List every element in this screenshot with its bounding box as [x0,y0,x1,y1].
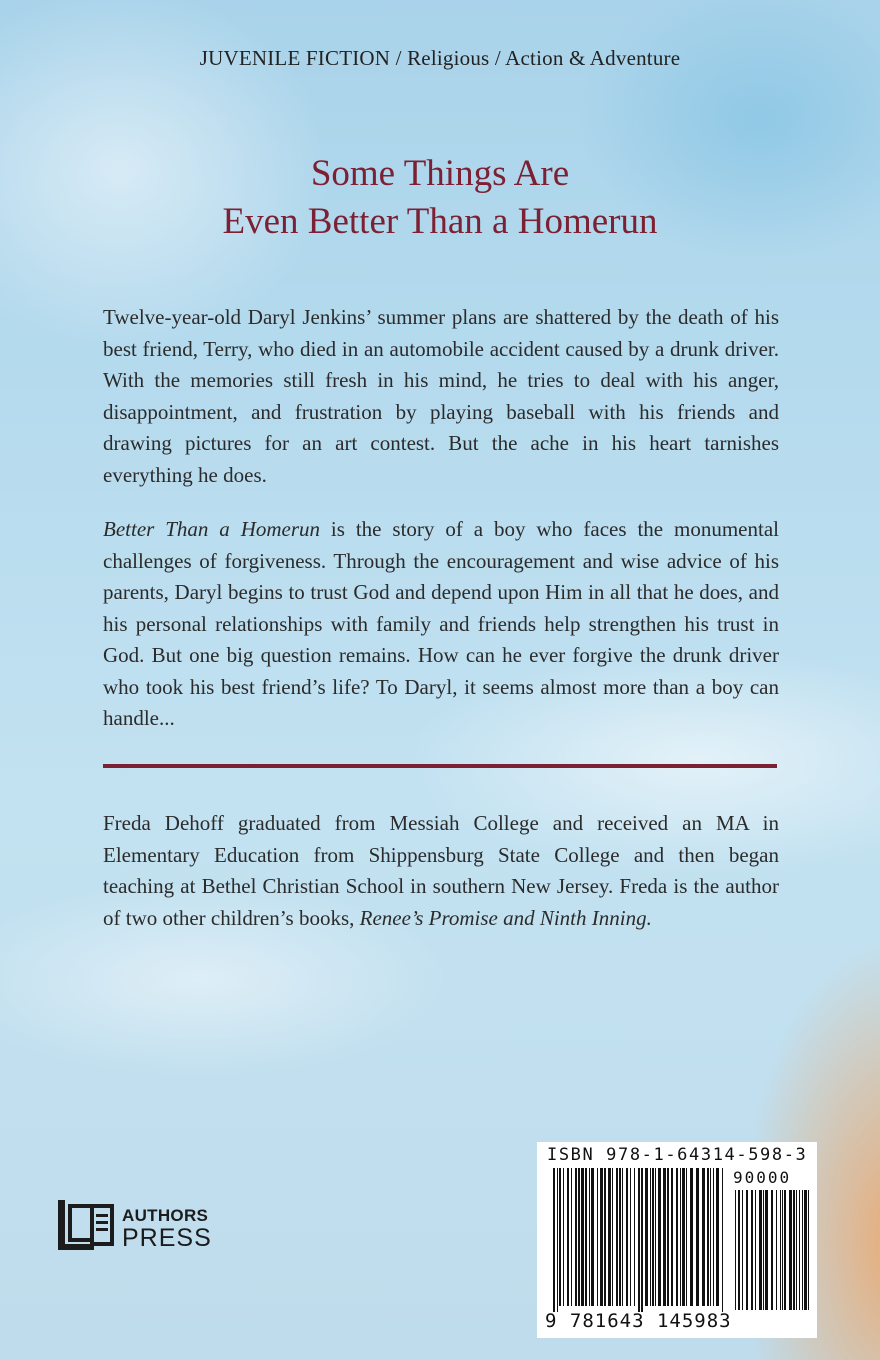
barcode-bars [537,1142,817,1338]
headline [0,150,880,246]
isbn-text: ISBN 978-1-64314-598-3 [547,1145,808,1165]
synopsis-paragraph-2-text: is the story of a boy who faces the monumental challenges of forgiveness. Through the encouragement and wise advice of his parents, Daryl begins to trust God and depend upon Him in all that he does, and his personal relationships with family and friends help strengthen his trust in God. But one big question remains. How can he ever forgive the drunk driver who took his best friend’s life? To Daryl, it seems almost more than a boy can handle... [103,517,779,730]
isbn-barcode [537,1142,817,1338]
divider-rule [103,764,777,768]
ean-digits: 9 781643 145983 [545,1310,732,1332]
author-bio [103,808,779,934]
headline-line-2: Even Better Than a Homerun [222,201,658,242]
publisher-name-top: AUTHORS [122,1206,209,1225]
headline-line-1: Some Things Are [310,153,570,194]
publisher-name-bottom: PRESS [122,1224,212,1252]
category-line: JUVENILE FICTION / Religious / Action & Adventure [199,46,681,70]
book-title-italic: Better Than a Homerun [103,517,321,541]
other-book-titles: Renee’s Promise and Ninth Inning. [359,905,652,930]
publisher-logo [56,1196,226,1256]
price-addon-number: 90000 [733,1168,792,1187]
open-book-icon [56,1196,116,1256]
author-bio-text: Freda Dehoff graduated from Messiah College and received an MA in Elementary Education from Shippensburg State College and then began teaching at Bethel Christian School in southern New Jersey. Freda is the author of two other children’s books, [103,811,779,930]
synopsis-paragraph-2 [103,514,779,735]
synopsis-paragraph-1: Twelve-year-old Daryl Jenkins’ summer plans are shattered by the death of his best friend, Terry, who died in an automobile accident caused by a drunk driver. With the memories still fresh in his mind, he tries to deal with his anger, disappointment, and frustration by playing baseball with his friends and drawing pictures for an art contest. But the ache in his heart tarnishes everything he does. [103,305,779,487]
